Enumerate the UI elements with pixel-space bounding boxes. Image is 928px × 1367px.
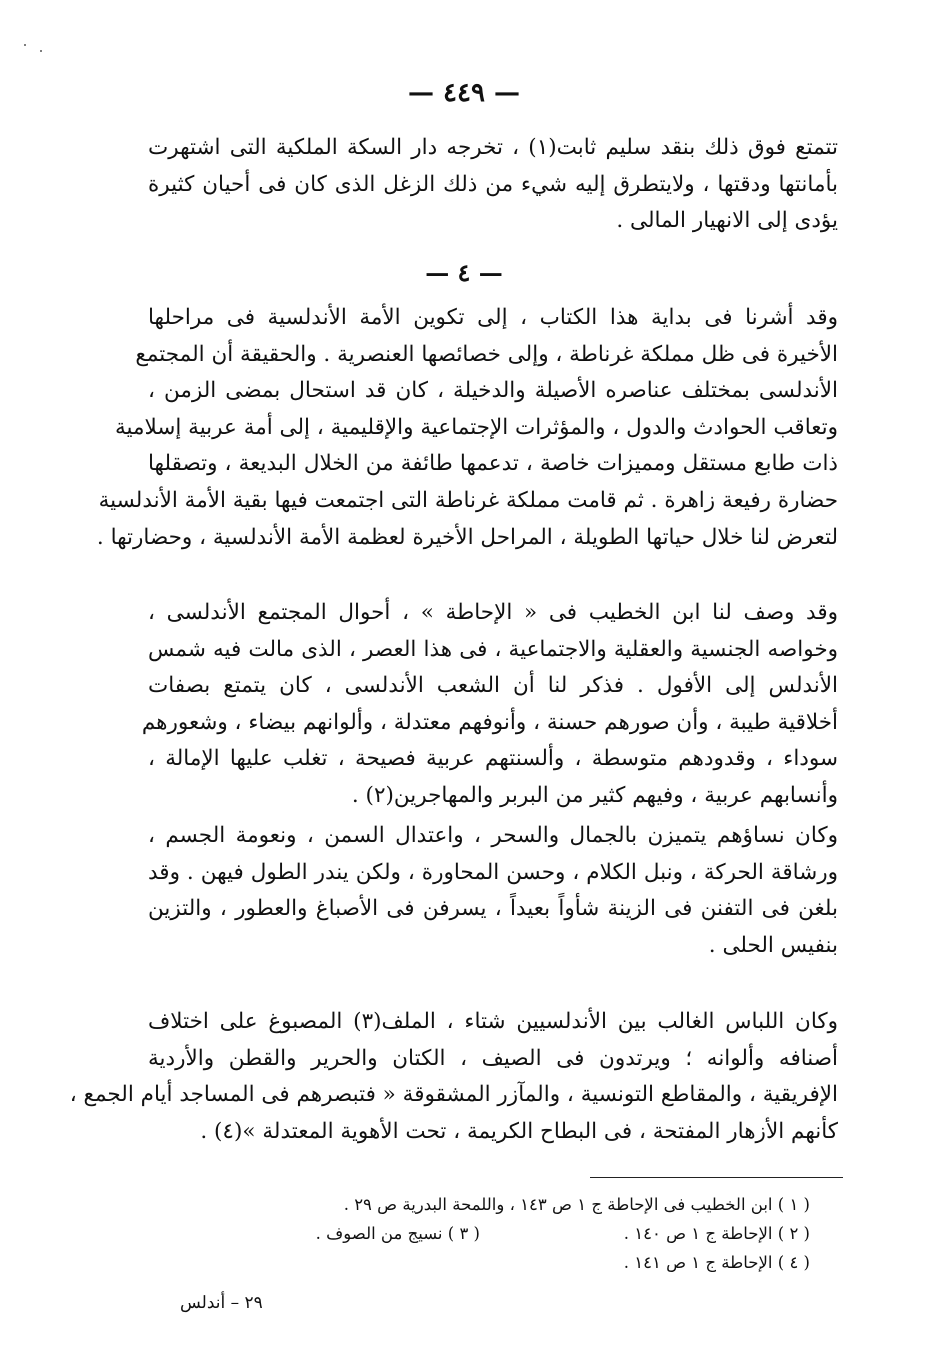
scan-speck: [24, 44, 26, 46]
paragraph-4: [69, 1004, 838, 1150]
footnotes: [180, 1190, 810, 1277]
text-line: الإفريقية ، والمقاطع التونسية ، والمآزر المشقوقة « فتبصرهم فى المساجد أيام الجمع ،: [69, 1082, 838, 1108]
text-line: كأنهم الأزهار المفتحة ، فى البطاح الكريمة ، تحت الأهوية المعتدلة »(٤) .: [200, 1118, 838, 1144]
footnote-2: ( ٢ ) الإحاطة ج ١ ص ١٤٠ .: [623, 1224, 810, 1243]
scan-speck: [40, 50, 42, 52]
text-line: وتعاقب الحوادث والدول ، والمؤثرات الإجتماعية والإقليمية ، إلى أمة عربية إسلامية: [114, 414, 838, 440]
text-line: وقد وصف لنا ابن الخطيب فى « الإحاطة » ، أحوال المجتمع الأندلسى ،: [148, 600, 838, 625]
paragraph-2: [141, 595, 838, 815]
text-line: وأنسابهم عربية ، وفيهم كثير من البربر والمهاجرين(٢) .: [351, 782, 838, 808]
page-number: — ٤٤٩ —: [407, 78, 521, 108]
footnote-3: ( ٣ ) نسيج من الصوف .: [315, 1224, 480, 1243]
text-line: بنفيس الحلى .: [708, 932, 838, 958]
footnote-divider: [590, 1177, 843, 1178]
text-line: يؤدى إلى الانهيار المالى .: [616, 208, 838, 234]
text-line: وقد أشرنا فى بداية هذا الكتاب ، إلى تكوين الأمة الأندلسية فى مراحلها: [148, 305, 838, 330]
footnote-4: ( ٤ ) الإحاطة ج ١ ص ١٤١ .: [623, 1253, 810, 1272]
paragraph-1: [96, 300, 838, 556]
footnote-1: ( ١ ) ابن الخطيب فى الإحاطة ج ١ ص ١٤٣ ، واللمحة البدرية ص ٢٩ .: [343, 1195, 810, 1214]
paragraph-3: [148, 818, 838, 964]
text-line: أصنافه وألوانه ؛ ويرتدون فى الصيف ، الكتان والحرير والقطن والأردية: [148, 1045, 838, 1071]
section-number: — ٤ —: [425, 258, 503, 287]
text-line: الأخيرة فى ظل مملكة غرناطة ، وإلى خصائصها العنصرية . والحقيقة أن المجتمع: [135, 341, 838, 367]
text-line: حضارة رفيعة زاهرة . ثم قامت مملكة غرناطة التى اجتمعت فيها بقية الأمة الأندلسية: [98, 487, 838, 513]
text-line: ذات طابع مستقل ومميزات خاصة ، تدعمها طائفة من الخلال البديعة ، وتصقلها: [148, 451, 838, 477]
text-line: لتعرض لنا خلال حياتها الطويلة ، المراحل الأخيرة لعظمة الأمة الأندلسية ، وحضارتها .: [96, 524, 838, 550]
text-line: بأمانتها ودقتها ، ولايتطرق إليه شيء من ذلك الزغل الذى كان فى أحيان كثيرة: [148, 171, 838, 197]
text-line: وكان نساؤهم يتميزن بالجمال والسحر ، واعتدال السمن ، ونعومة الجسم ،: [148, 823, 838, 848]
text-line: بلغن فى التفنن فى الزينة شأواً بعيداً ، يسرفن فى الأصباغ والعطور ، والتزين: [148, 896, 838, 922]
text-line: الأندلسى بمختلف عناصره الأصيلة والدخيلة ، كان قد استحال بمضى الزمن ،: [148, 378, 838, 404]
text-line: سوداء ، وقدودهم متوسطة ، وألسنتهم عربية فصيحة ، تغلب عليها الإمالة ،: [148, 746, 838, 772]
text-line: الأندلس إلى الأفول . فذكر لنا أن الشعب الأندلسى ، كان يتمتع بصفات: [148, 673, 838, 699]
text-line: وكان اللباس الغالب بين الأندلسيين شتاء ، الملف(٣) المصبوغ على اختلاف: [148, 1009, 838, 1034]
paragraph-top: [148, 130, 838, 240]
text-line: ورشاقة الحركة ، ونبل الكلام ، وحسن المحاورة ، ولكن يندر الطول فيهن . وقد: [148, 859, 838, 885]
text-line: أخلاقية طيبة ، وأن صورهم حسنة ، وأنوفهم معتدلة ، وألوانهم بيضاء ، وشعورهم: [141, 709, 838, 735]
printer-signature: ٢٩ – أندلس: [180, 1293, 263, 1313]
text-line: تتمتع فوق ذلك بنقد سليم ثابت(١) ، تخرجه دار السكة الملكية التى اشتهرت: [148, 135, 838, 160]
text-line: وخواصه الجنسية والعقلية والاجتماعية ، فى هذا العصر ، الذى مالت فيه شمس: [148, 636, 838, 662]
